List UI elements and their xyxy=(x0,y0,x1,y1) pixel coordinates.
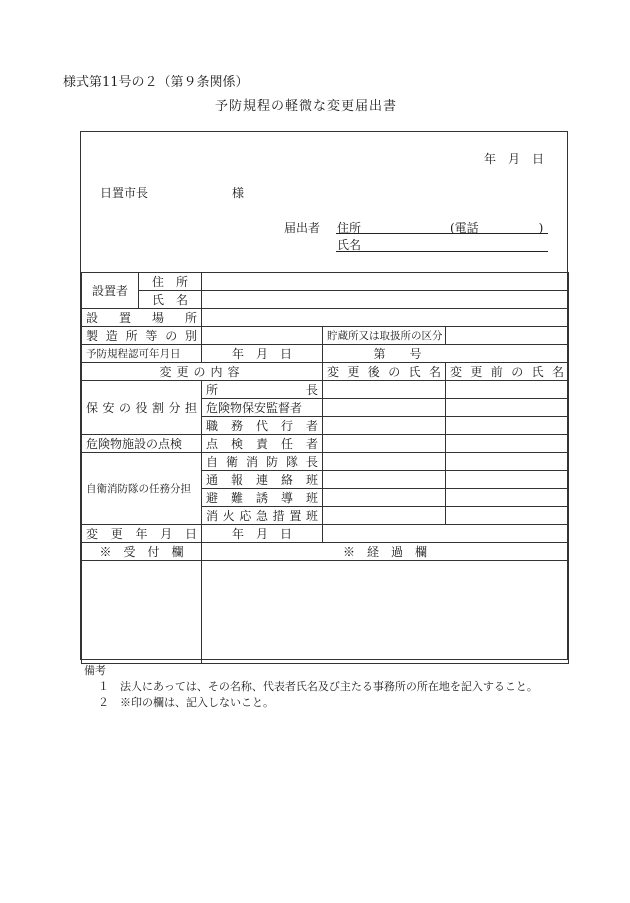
address-label: 住所 xyxy=(337,221,362,235)
role-inspector: 点検責任者 xyxy=(202,435,323,453)
notes-title: 備考 xyxy=(84,664,106,677)
honorific: 様 xyxy=(232,186,245,200)
after-name-header: 変更後の氏名 xyxy=(323,363,446,381)
storage-type-label: 貯蔵所又は取扱所の区分 xyxy=(323,327,446,345)
role-supervisor: 危険物保安監督者 xyxy=(202,399,323,417)
progress-label: ※ 経 過 欄 xyxy=(202,543,569,561)
note-2: ２ ※印の欄は、記入しないこと。 xyxy=(98,696,274,709)
role-firefighting-before[interactable] xyxy=(446,507,569,525)
details-table xyxy=(81,272,569,664)
role-supervisor-after[interactable] xyxy=(323,399,446,417)
form-title: 予防規程の軽微な変更届出書 xyxy=(215,99,398,114)
role-inspector-after[interactable] xyxy=(323,435,446,453)
security-roles-label: 保安の役割分担 xyxy=(82,381,202,435)
approval-date-value[interactable]: 年 月 日 xyxy=(202,345,323,363)
role-inspector-before[interactable] xyxy=(446,435,569,453)
installer-label: 設置者 xyxy=(82,273,139,309)
installer-name-label: 氏 名 xyxy=(139,291,202,309)
change-date-value[interactable]: 年 月 日 xyxy=(202,525,323,543)
role-director: 所 長 xyxy=(202,381,323,399)
role-evacuation-after[interactable] xyxy=(323,489,446,507)
role-deputy: 職務代行者 xyxy=(202,417,323,435)
role-firefighting: 消火応急措置班 xyxy=(202,507,323,525)
before-name-header: 変更前の氏名 xyxy=(446,363,569,381)
approval-number-value[interactable]: 第 号 xyxy=(323,345,569,363)
facility-type-label: 製造所等の別 xyxy=(82,327,202,345)
approval-date-label: 予防規程認可年月日 xyxy=(82,345,202,363)
role-supervisor-before[interactable] xyxy=(446,399,569,417)
storage-type-field[interactable] xyxy=(446,327,569,345)
location-label: 設置場所 xyxy=(82,309,202,327)
role-evacuation: 避難誘導班 xyxy=(202,489,323,507)
addressee: 日置市長 xyxy=(100,186,149,200)
facility-type-field[interactable] xyxy=(202,327,323,345)
name-underline xyxy=(336,251,548,252)
submitter-label: 届出者 xyxy=(284,221,321,235)
address-underline xyxy=(336,233,548,234)
phone-label: (電話 ) xyxy=(450,221,544,235)
location-field[interactable] xyxy=(202,309,569,327)
name-label: 氏名 xyxy=(337,238,362,252)
change-content-header: 変更の内容 xyxy=(82,363,323,381)
role-evacuation-before[interactable] xyxy=(446,489,569,507)
role-communication: 通報連絡班 xyxy=(202,471,323,489)
inspection-label: 危険物施設の点検 xyxy=(82,435,202,453)
role-fire-chief-before[interactable] xyxy=(446,453,569,471)
role-communication-after[interactable] xyxy=(323,471,446,489)
submission-date: 年 月 日 xyxy=(484,152,545,166)
change-date-blank xyxy=(323,525,569,543)
role-director-before[interactable] xyxy=(446,381,569,399)
role-deputy-after[interactable] xyxy=(323,417,446,435)
role-director-after[interactable] xyxy=(323,381,446,399)
form-number: 様式第11号の２（第９条関係） xyxy=(63,75,249,90)
role-deputy-before[interactable] xyxy=(446,417,569,435)
role-fire-chief-after[interactable] xyxy=(323,453,446,471)
fire-team-label: 自衛消防隊の任務分担 xyxy=(82,453,202,525)
note-1: １ 法人にあっては、その名称、代表者氏名及び主たる事務所の所在地を記入すること。 xyxy=(98,680,538,693)
reception-box xyxy=(82,561,202,664)
installer-address-field[interactable] xyxy=(202,273,569,291)
change-date-label: 変更年月日 xyxy=(82,525,202,543)
role-fire-chief: 自衛消防隊長 xyxy=(202,453,323,471)
progress-box xyxy=(202,561,569,664)
role-firefighting-after[interactable] xyxy=(323,507,446,525)
role-communication-before[interactable] xyxy=(446,471,569,489)
installer-name-field[interactable] xyxy=(202,291,569,309)
reception-label: ※ 受 付 欄 xyxy=(82,543,202,561)
installer-address-label: 住 所 xyxy=(139,273,202,291)
